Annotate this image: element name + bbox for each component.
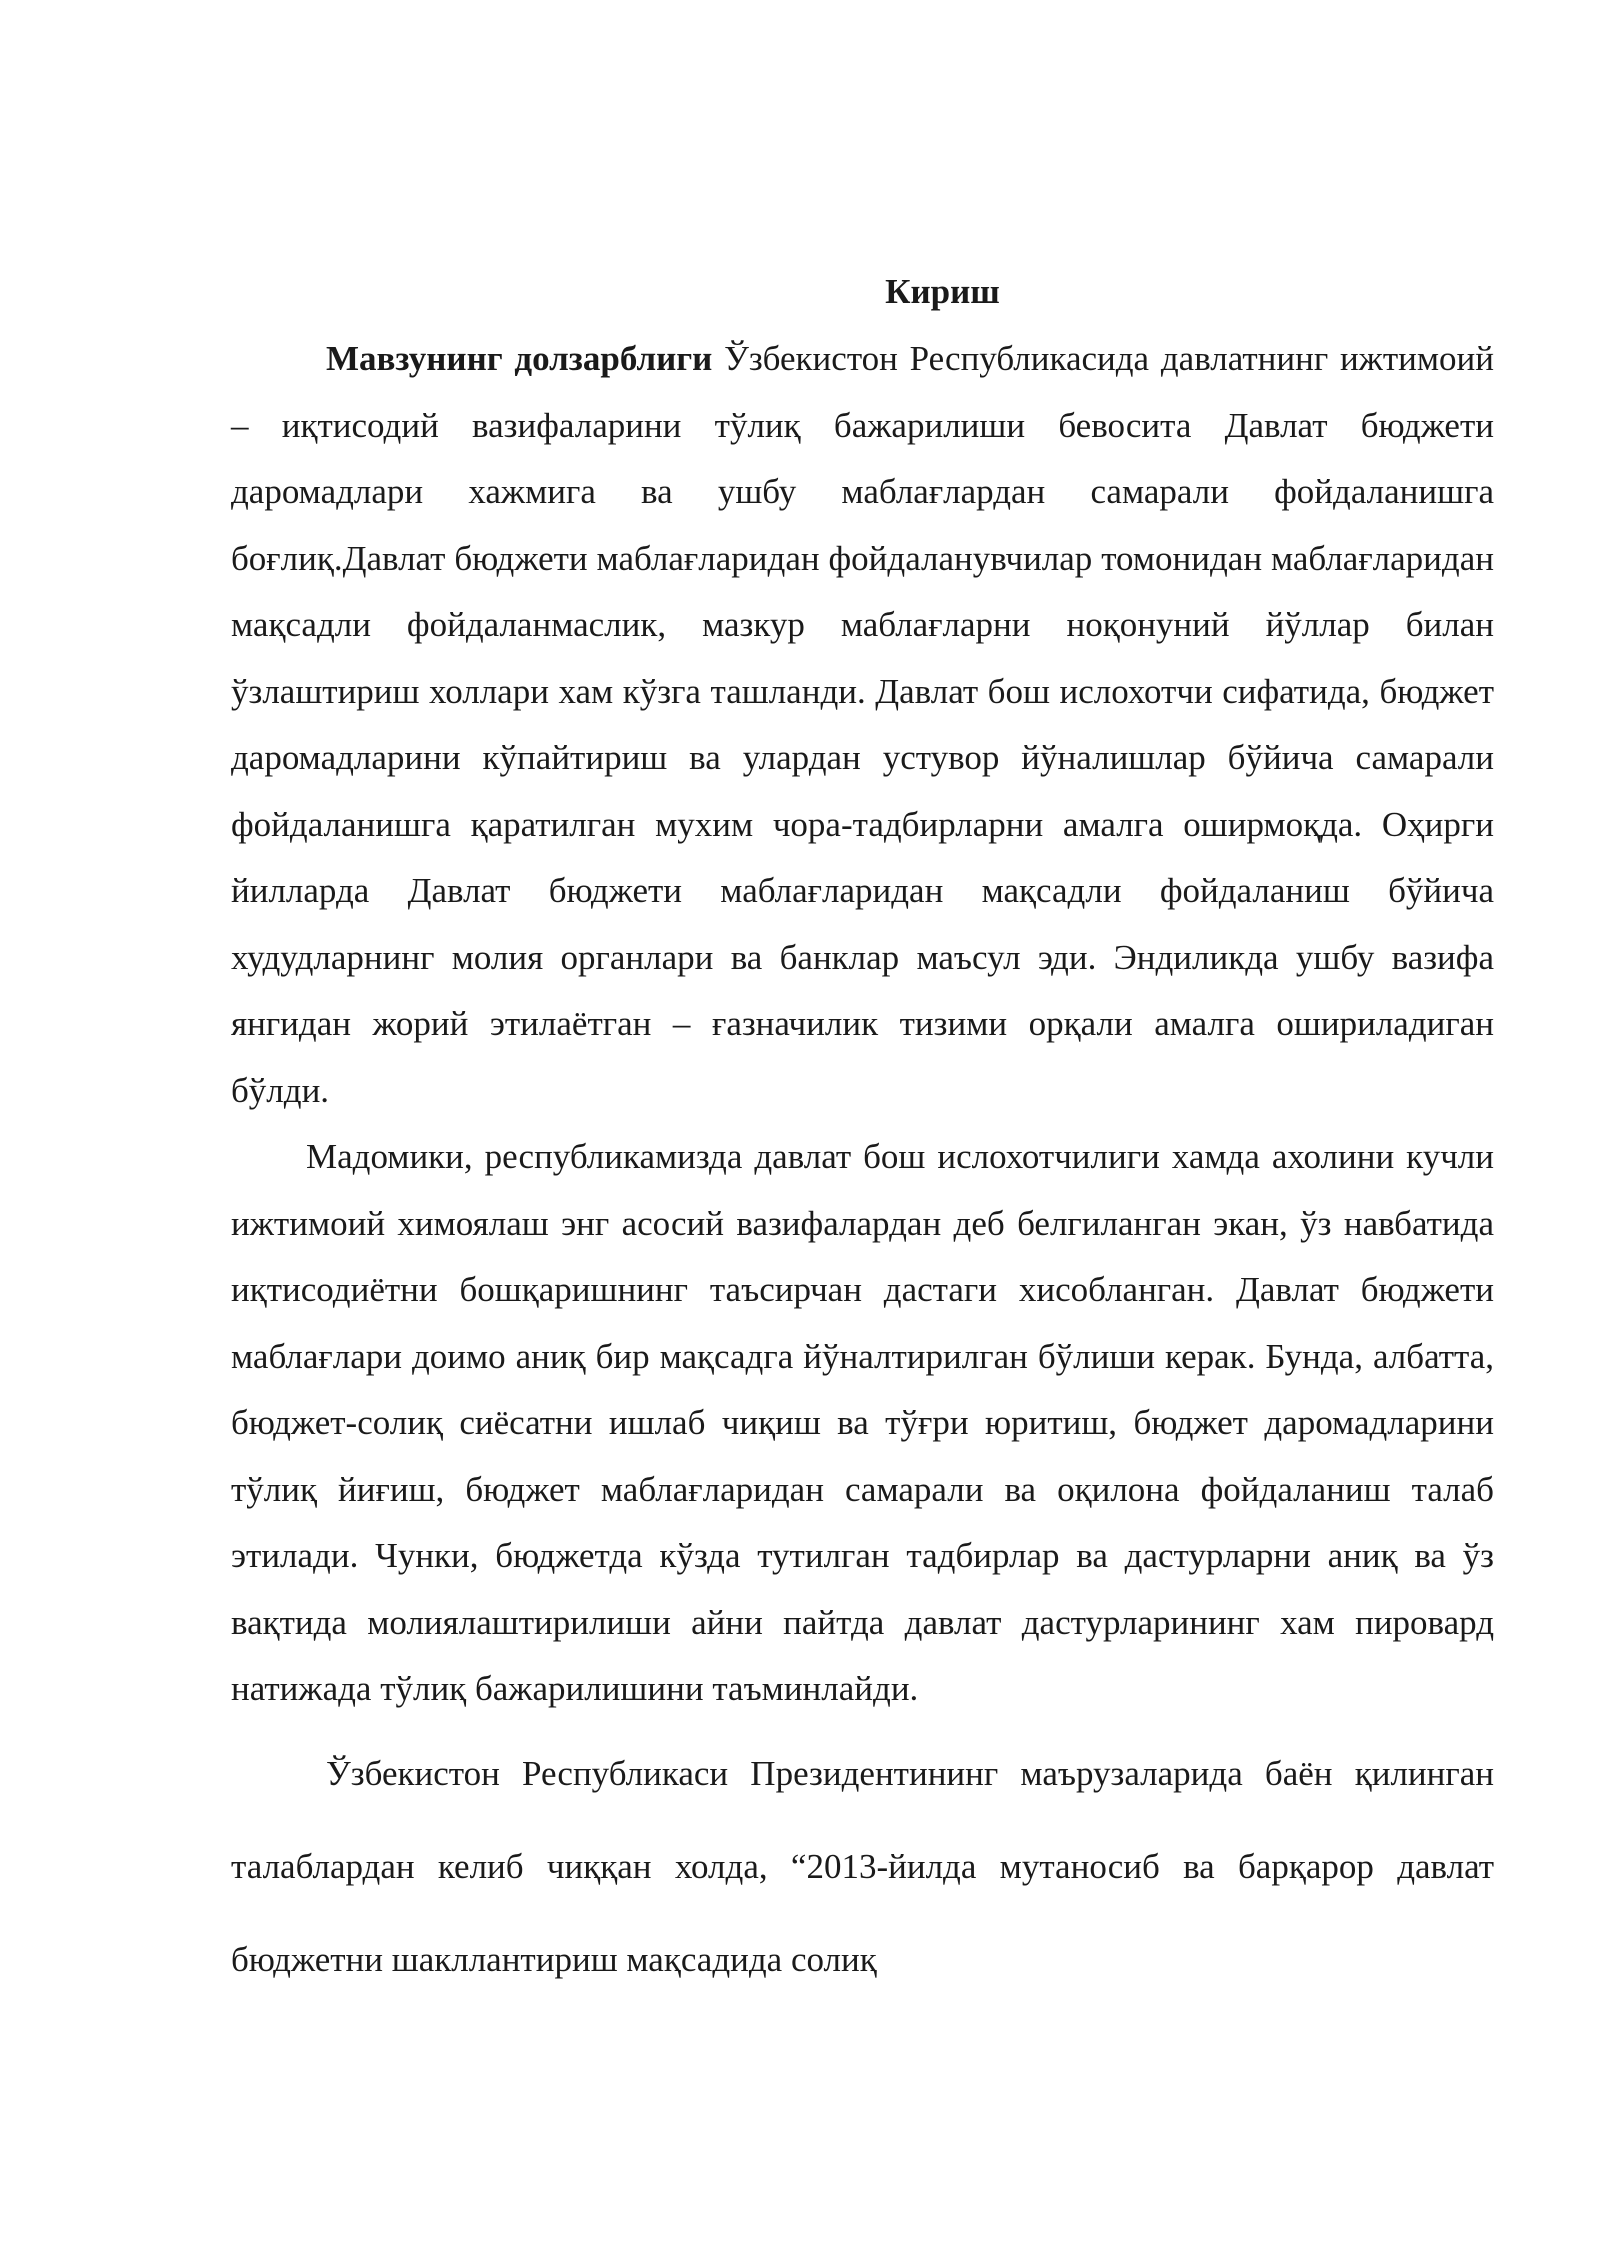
section-heading: Кириш (885, 272, 1000, 311)
document-body (231, 262, 1494, 2006)
paragraph-text: Ўзбекистон Республикасида давлатнинг ижтимоий – иқтисодий вазифаларини тўлиқ бажарилиши бевосита Давлат бюджети даромадлари хажмига ва ушбу маблағлардан самарали фойдаланишга боғлиқ.Давлат бюджети маблағларидан фойдаланувчилар томонидан маблағларидан мақсадли фойдаланмаслик, мазкур маблағларни ноқонуний йўллар билан ўзлаштириш холлари хам кўзга ташланди. Давлат бош ислохотчи сифатида, бюджет даромадларини кўпайтириш ва улардан устувор йўналишлар бўйича самарали фойдаланишга қаратилган мухим чора-тадбирларни амалга оширмоқда. Оҳирги йилларда Давлат бюджети маблағларидан мақсадли фойдаланиш бўйича худудларнинг молия органлари ва банклар маъсул эди. Эндиликда ушбу вазифа янгидан жорий этилаётган – ғазначилик тизими орқали амалга ошириладиган бўлди. (231, 339, 1494, 1110)
paragraph-budget: Мадомики, республикамизда давлат бош ислохотчилиги хамда ахолини кучли ижтимоий химоялаш энг асосий вазифалардан деб белгиланган экан, ўз навбатида иқтисодиётни бошқаришнинг таъсирчан дастаги хисобланган. Давлат бюджети маблағлари доимо аниқ бир мақсадга йўналтирилган бўлиши керак. Бунда, албатта, бюджет-солиқ сиёсатни ишлаб чиқиш ва тўғри юритиш, бюджет даромадларини тўлиқ йиғиш, бюджет маблағларидан самарали ва оқилона фойдаланиш талаб этилади. Чунки, бюджетда кўзда тутилган тадбирлар ва дастурларни аниқ ва ўз вақтида молиялаштирилиши айни пайтда давлат дастурларининг хам пировард натижада тўлиқ бажарилишини таъминлайди. (231, 1137, 1494, 1708)
paragraph-lead: Мавзунинг долзарблиги (326, 339, 713, 378)
paragraph-relevance (231, 326, 1494, 1124)
paragraph-president: Ўзбекистон Республикаси Президентининг маърузаларида баён қилинган талаблардан келиб чиққан холда, “2013-йилда мутаносиб ва барқарор давлат бюджетни шакллантириш мақсадида солиқ (231, 1753, 1494, 1979)
